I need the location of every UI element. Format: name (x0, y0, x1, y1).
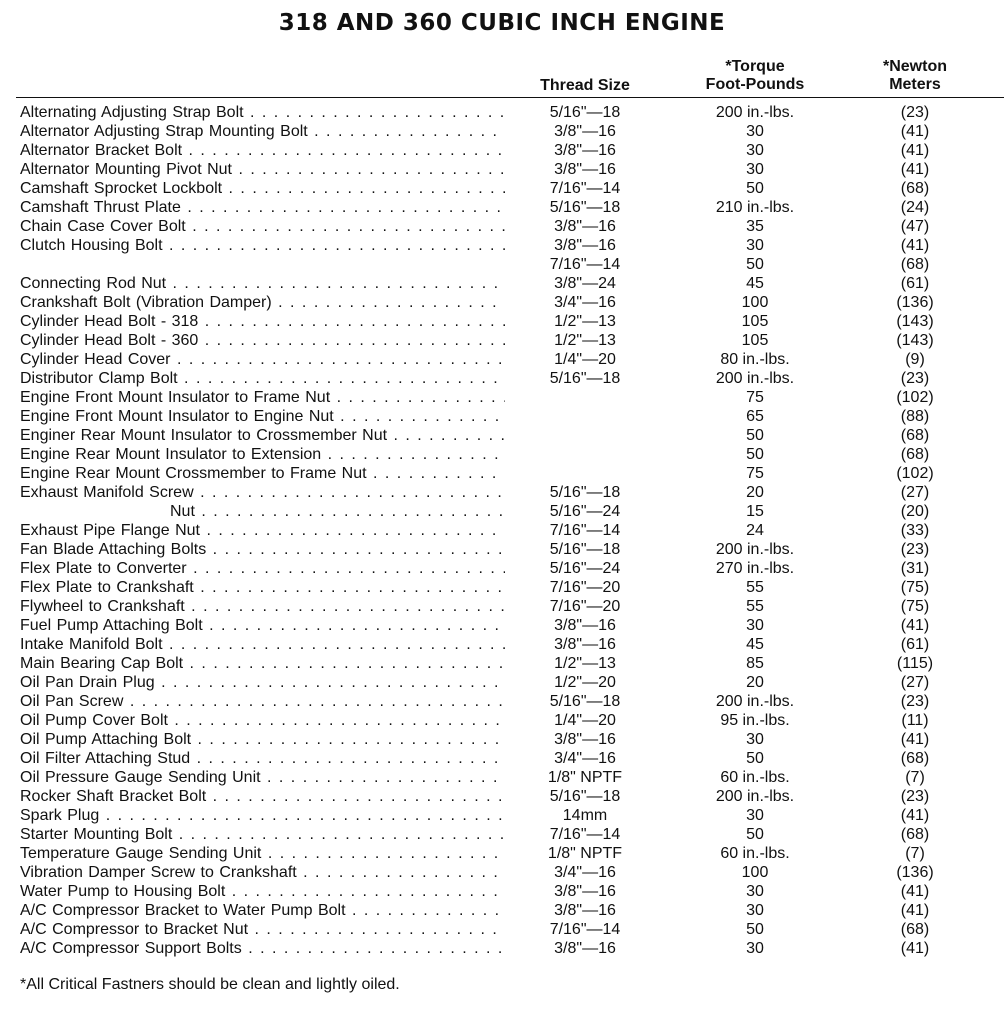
page-title: 318 AND 360 CUBIC INCH ENGINE (278, 10, 726, 36)
torque-cell: 200 in.-lbs. (715, 788, 795, 805)
torque-cell: 50 (746, 446, 764, 463)
torque-cell: 45 (746, 275, 764, 292)
fastener-name: Rocker Shaft Bracket Bolt . . . (20, 787, 505, 806)
thread-size-cell: 7/16"—14 (549, 180, 621, 197)
fastener-name: Exhaust Manifold Screw . . . (20, 483, 505, 502)
thread-size-cell: 3/8"—16 (554, 161, 616, 178)
thread-size-cell: 1/2"—20 (554, 674, 616, 691)
newton-meters-cell: (41) (900, 237, 930, 254)
torque-cell: 60 in.-lbs. (720, 845, 790, 862)
table-row (0, 863, 1004, 882)
torque-cell: 65 (746, 408, 764, 425)
thread-size-cell: 5/16"—18 (549, 370, 621, 387)
table-row (0, 179, 1004, 198)
thread-size-cell: 7/16"—20 (549, 598, 621, 615)
newton-meters-cell: (23) (900, 541, 930, 558)
thread-size-cell: 5/16"—18 (549, 788, 621, 805)
torque-table (0, 103, 1004, 958)
newton-meters-cell: (68) (900, 180, 930, 197)
thread-size-cell: 1/4"—20 (554, 712, 616, 729)
fastener-name: Intake Manifold Bolt . . . (20, 635, 505, 654)
table-row (0, 825, 1004, 844)
thread-size-cell: 7/16"—14 (549, 921, 621, 938)
table-row (0, 597, 1004, 616)
torque-cell: 20 (746, 484, 764, 501)
newton-meters-cell: (7) (905, 845, 925, 862)
newton-meters-cell: (41) (900, 883, 930, 900)
table-row (0, 635, 1004, 654)
torque-cell: 55 (746, 579, 764, 596)
fastener-name: Alternator Mounting Pivot Nut . . . (20, 160, 505, 179)
thread-size-cell: 3/8"—16 (554, 142, 616, 159)
header-rule (16, 97, 1004, 98)
newton-meters-cell: (143) (896, 332, 934, 349)
table-row (0, 217, 1004, 236)
fastener-name: Camshaft Thrust Plate . . . (20, 198, 505, 217)
newton-meters-cell: (41) (900, 142, 930, 159)
newton-meters-cell: (27) (900, 674, 930, 691)
table-row (0, 920, 1004, 939)
table-row (0, 616, 1004, 635)
table-row (0, 749, 1004, 768)
fastener-name: Oil Pump Attaching Bolt . . . (20, 730, 505, 749)
fastener-name: A/C Compressor Bracket to Water Pump Bolt . . . (20, 901, 505, 920)
newton-meters-cell: (9) (905, 351, 925, 368)
thread-size-header-label: Thread Size (540, 77, 630, 94)
fastener-name: A/C Compressor to Bracket Nut . . . (20, 920, 505, 939)
table-row (0, 331, 1004, 350)
newton-meters-cell: (41) (900, 617, 930, 634)
table-row (0, 426, 1004, 445)
torque-cell: 85 (746, 655, 764, 672)
torque-cell: 30 (746, 883, 764, 900)
torque-cell: 30 (746, 142, 764, 159)
table-row (0, 464, 1004, 483)
table-row (0, 540, 1004, 559)
table-row (0, 255, 1004, 274)
torque-cell: 24 (746, 522, 764, 539)
thread-size-header (515, 77, 655, 95)
table-row (0, 730, 1004, 749)
table-row (0, 350, 1004, 369)
fastener-name: Alternating Adjusting Strap Bolt . . . (20, 103, 505, 122)
fastener-name: Oil Pressure Gauge Sending Unit . . . (20, 768, 505, 787)
fastener-name: Engine Front Mount Insulator to Engine Nut . . . (20, 407, 505, 426)
fastener-name: Engine Rear Mount Insulator to Extension . . . (20, 445, 505, 464)
fastener-name: Temperature Gauge Sending Unit . . . (20, 844, 505, 863)
thread-size-cell: 5/16"—18 (549, 693, 621, 710)
newton-meters-cell: (136) (896, 864, 934, 881)
newton-meters-cell: (41) (900, 807, 930, 824)
torque-cell: 95 in.-lbs. (720, 712, 790, 729)
thread-size-cell: 3/8"—16 (554, 731, 616, 748)
fastener-name: Connecting Rod Nut . . . (20, 274, 505, 293)
thread-size-cell: 3/4"—16 (554, 864, 616, 881)
thread-size-cell: 14mm (562, 807, 608, 824)
thread-size-cell: 3/8"—16 (554, 617, 616, 634)
torque-cell: 20 (746, 674, 764, 691)
torque-cell: 30 (746, 123, 764, 140)
torque-header (680, 58, 830, 94)
newton-meters-cell: (143) (896, 313, 934, 330)
newton-meters-cell: (68) (900, 427, 930, 444)
fastener-name: Alternator Bracket Bolt . . . (20, 141, 505, 160)
torque-cell: 60 in.-lbs. (720, 769, 790, 786)
torque-cell: 50 (746, 427, 764, 444)
torque-cell: 50 (746, 180, 764, 197)
newton-meters-cell: (23) (900, 788, 930, 805)
torque-cell: 15 (746, 503, 764, 520)
thread-size-cell: 3/8"—24 (554, 275, 616, 292)
newton-meters-cell: (41) (900, 731, 930, 748)
fastener-name: Exhaust Pipe Flange Nut . . . (20, 521, 505, 540)
thread-size-cell: 3/8"—16 (554, 218, 616, 235)
torque-header-line1: *Torque (725, 58, 785, 75)
table-row (0, 673, 1004, 692)
thread-size-cell: 1/8" NPTF (547, 769, 623, 786)
fastener-name: Starter Mounting Bolt . . . (20, 825, 505, 844)
table-row (0, 369, 1004, 388)
torque-cell: 80 in.-lbs. (720, 351, 790, 368)
thread-size-cell: 3/8"—16 (554, 902, 616, 919)
thread-size-cell: 3/4"—16 (554, 294, 616, 311)
torque-cell: 50 (746, 826, 764, 843)
newton-meters-cell: (23) (900, 104, 930, 121)
thread-size-cell: 3/4"—16 (554, 750, 616, 767)
table-row (0, 274, 1004, 293)
table-row (0, 483, 1004, 502)
table-row (0, 312, 1004, 331)
newton-meters-cell: (31) (900, 560, 930, 577)
fastener-name: Alternator Adjusting Strap Mounting Bolt . . . (20, 122, 505, 141)
newton-meters-header (860, 58, 970, 94)
torque-cell: 100 (741, 294, 769, 311)
thread-size-cell: 5/16"—24 (549, 560, 621, 577)
torque-cell: 45 (746, 636, 764, 653)
table-row (0, 445, 1004, 464)
table-row (0, 787, 1004, 806)
thread-size-cell: 1/2"—13 (554, 655, 616, 672)
thread-size-cell: 5/16"—24 (549, 503, 621, 520)
newton-meters-cell: (68) (900, 826, 930, 843)
newton-meters-cell: (68) (900, 750, 930, 767)
newton-meters-cell: (7) (905, 769, 925, 786)
newton-meters-cell: (88) (900, 408, 930, 425)
thread-size-cell: 3/8"—16 (554, 636, 616, 653)
torque-cell: 200 in.-lbs. (715, 104, 795, 121)
fastener-name: Fan Blade Attaching Bolts . . . (20, 540, 505, 559)
table-row (0, 559, 1004, 578)
torque-cell: 105 (741, 313, 769, 330)
fastener-name: Distributor Clamp Bolt . . . (20, 369, 505, 388)
torque-cell: 210 in.-lbs. (715, 199, 795, 216)
fastener-name: Cylinder Head Bolt - 360 . . . (20, 331, 505, 350)
table-row (0, 502, 1004, 521)
thread-size-cell: 1/4"—20 (554, 351, 616, 368)
fastener-name: Cylinder Head Cover . . . (20, 350, 505, 369)
fastener-name: Cylinder Head Bolt - 318 . . . (20, 312, 505, 331)
newton-meters-cell: (68) (900, 446, 930, 463)
torque-cell: 55 (746, 598, 764, 615)
torque-cell: 100 (741, 864, 769, 881)
table-row (0, 236, 1004, 255)
newton-meters-cell: (102) (896, 389, 934, 406)
table-row (0, 806, 1004, 825)
table-row (0, 654, 1004, 673)
fastener-name: Flex Plate to Converter . . . (20, 559, 505, 578)
newton-meters-cell: (47) (900, 218, 930, 235)
footnote: *All Critical Fastners should be clean and lightly oiled. (20, 976, 400, 993)
torque-cell: 105 (741, 332, 769, 349)
newton-meters-cell: (41) (900, 123, 930, 140)
table-row (0, 578, 1004, 597)
torque-cell: 75 (746, 465, 764, 482)
thread-size-cell: 3/8"—16 (554, 237, 616, 254)
torque-cell: 270 in.-lbs. (715, 560, 795, 577)
table-row (0, 103, 1004, 122)
thread-size-cell: 5/16"—18 (549, 199, 621, 216)
torque-header-line2: Foot-Pounds (705, 76, 805, 93)
fastener-name: Fuel Pump Attaching Bolt . . . (20, 616, 505, 635)
newton-meters-cell: (68) (900, 921, 930, 938)
torque-cell: 30 (746, 161, 764, 178)
torque-cell: 30 (746, 902, 764, 919)
table-row (0, 521, 1004, 540)
torque-cell: 50 (746, 750, 764, 767)
torque-cell: 30 (746, 940, 764, 957)
torque-cell: 200 in.-lbs. (715, 541, 795, 558)
newton-meters-header-line2: Meters (889, 76, 941, 93)
torque-cell: 75 (746, 389, 764, 406)
table-row (0, 122, 1004, 141)
thread-size-cell: 7/16"—20 (549, 579, 621, 596)
table-row (0, 407, 1004, 426)
thread-size-cell: 3/8"—16 (554, 940, 616, 957)
fastener-name: Flywheel to Crankshaft . . . (20, 597, 505, 616)
newton-meters-cell: (33) (900, 522, 930, 539)
thread-size-cell: 1/2"—13 (554, 332, 616, 349)
torque-cell: 50 (746, 256, 764, 273)
fastener-name: Engine Rear Mount Crossmember to Frame Nut . . . (20, 464, 505, 483)
table-row (0, 293, 1004, 312)
torque-cell: 200 in.-lbs. (715, 370, 795, 387)
fastener-name: Clutch Housing Bolt . . . (20, 236, 505, 255)
newton-meters-cell: (61) (900, 275, 930, 292)
table-row (0, 160, 1004, 179)
thread-size-cell: 1/2"—13 (554, 313, 616, 330)
newton-meters-cell: (20) (900, 503, 930, 520)
table-row (0, 388, 1004, 407)
newton-meters-cell: (23) (900, 370, 930, 387)
table-row (0, 141, 1004, 160)
newton-meters-cell: (75) (900, 598, 930, 615)
torque-cell: 30 (746, 237, 764, 254)
table-row (0, 882, 1004, 901)
fastener-name: Spark Plug . . . (20, 806, 505, 825)
fastener-name: Main Bearing Cap Bolt . . . (20, 654, 505, 673)
fastener-name: Oil Pan Screw . . . (20, 692, 505, 711)
table-row (0, 939, 1004, 958)
newton-meters-cell: (23) (900, 693, 930, 710)
newton-meters-cell: (27) (900, 484, 930, 501)
fastener-name: Crankshaft Bolt (Vibration Damper) . . . (20, 293, 505, 312)
fastener-name: A/C Compressor Support Bolts . . . (20, 939, 505, 958)
torque-cell: 30 (746, 617, 764, 634)
torque-cell: 30 (746, 731, 764, 748)
newton-meters-cell: (11) (901, 712, 929, 729)
thread-size-cell: 7/16"—14 (549, 522, 621, 539)
table-row (0, 711, 1004, 730)
thread-size-cell: 3/8"—16 (554, 123, 616, 140)
fastener-name: Water Pump to Housing Bolt . . . (20, 882, 505, 901)
torque-cell: 200 in.-lbs. (715, 693, 795, 710)
fastener-name: Engine Front Mount Insulator to Frame Nut . . . (20, 388, 505, 407)
newton-meters-cell: (136) (896, 294, 934, 311)
table-row (0, 844, 1004, 863)
newton-meters-cell: (24) (900, 199, 930, 216)
fastener-name: Camshaft Sprocket Lockbolt . . . (20, 179, 505, 198)
thread-size-cell: 1/8" NPTF (547, 845, 623, 862)
newton-meters-cell: (115) (896, 655, 934, 672)
newton-meters-cell: (41) (900, 940, 930, 957)
fastener-name: Oil Pump Cover Bolt . . . (20, 711, 505, 730)
newton-meters-cell: (41) (900, 902, 930, 919)
fastener-name: Vibration Damper Screw to Crankshaft . . . (20, 863, 505, 882)
newton-meters-cell: (102) (896, 465, 934, 482)
thread-size-cell: 7/16"—14 (549, 826, 621, 843)
fastener-name: Enginer Rear Mount Insulator to Crossmember Nut . . . (20, 426, 505, 445)
thread-size-cell: 3/8"—16 (554, 883, 616, 900)
torque-cell: 30 (746, 807, 764, 824)
thread-size-cell: 7/16"—14 (549, 256, 621, 273)
fastener-name: Oil Pan Drain Plug . . . (20, 673, 505, 692)
newton-meters-cell: (61) (900, 636, 930, 653)
fastener-name: Flex Plate to Crankshaft . . . (20, 578, 505, 597)
table-row (0, 901, 1004, 920)
table-row (0, 768, 1004, 787)
fastener-name: Oil Filter Attaching Stud . . . (20, 749, 505, 768)
thread-size-cell: 5/16"—18 (549, 484, 621, 501)
table-row (0, 692, 1004, 711)
table-row (0, 198, 1004, 217)
torque-cell: 35 (746, 218, 764, 235)
newton-meters-cell: (75) (900, 579, 930, 596)
newton-meters-header-line1: *Newton (883, 58, 947, 75)
newton-meters-cell: (41) (900, 161, 930, 178)
thread-size-cell: 5/16"—18 (549, 541, 621, 558)
thread-size-cell: 5/16"—18 (549, 104, 621, 121)
newton-meters-cell: (68) (900, 256, 930, 273)
fastener-name: Nut . . . (20, 502, 505, 521)
fastener-name: Chain Case Cover Bolt . . . (20, 217, 505, 236)
torque-cell: 50 (746, 921, 764, 938)
